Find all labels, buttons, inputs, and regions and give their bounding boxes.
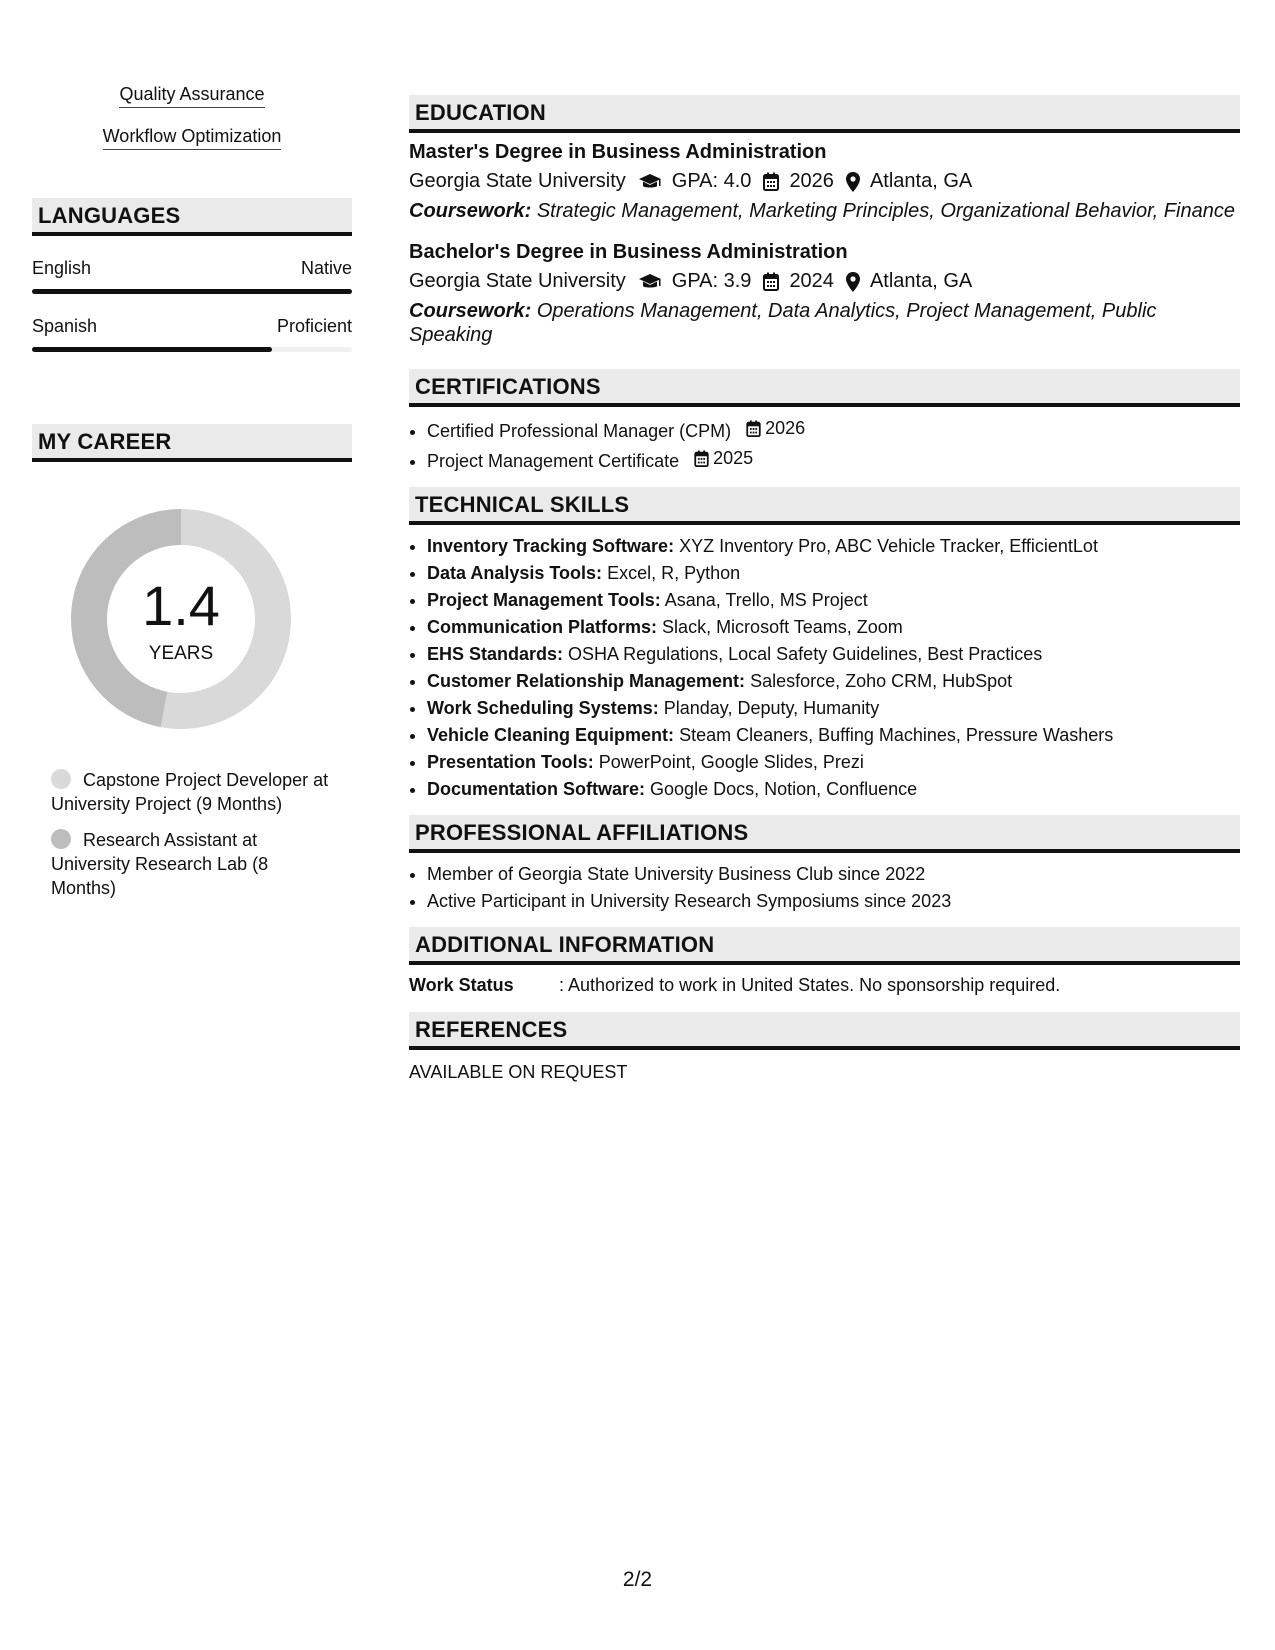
affiliations-heading: PROFESSIONAL AFFILIATIONS [409, 815, 1240, 853]
legend-dot [51, 769, 71, 789]
language-bar-fill [32, 289, 352, 294]
graduation-cap-icon [638, 173, 662, 191]
technical-skills-heading: TECHNICAL SKILLS [409, 487, 1240, 525]
calendar-icon [694, 450, 709, 467]
skill-label: EHS Standards: [427, 644, 564, 664]
legend-dot [51, 829, 71, 849]
degree-entry [409, 141, 1240, 223]
skill-label: Vehicle Cleaning Equipment: [427, 725, 675, 745]
affiliation-item: • Active Participant in University Research Symposiums since 2023 [427, 888, 1240, 915]
language-name: Spanish [32, 316, 98, 336]
language-name: English [32, 258, 92, 278]
career-list [32, 768, 352, 900]
language-level: Native [300, 258, 352, 278]
certification-year: 2026 [765, 418, 806, 438]
degree-location: Atlanta, GA [869, 270, 973, 292]
work-status-value: : Authorized to work in United States. No sponsorship required. [559, 975, 1061, 995]
degree-title: Master's Degree in Business Administration [409, 141, 827, 163]
degree-coursework [409, 199, 1240, 223]
skill-value: Excel, R, Python [607, 563, 741, 583]
school-name: Georgia State University [409, 170, 626, 192]
skill-value: OSHA Regulations, Local Safety Guidelines, Best Practices [568, 644, 1043, 664]
calendar-icon [763, 272, 779, 291]
skill-item [427, 533, 1240, 560]
career-unit: YEARS [148, 643, 214, 664]
affiliation-item: • Member of Georgia State University Business Club since 2022 [427, 861, 1240, 888]
skill-item [427, 560, 1240, 587]
skill-item [427, 722, 1240, 749]
skill-value: Slack, Microsoft Teams, Zoom [662, 617, 903, 637]
left-column [32, 84, 352, 912]
certification-item [427, 415, 1240, 445]
skill-item [427, 776, 1240, 803]
career-item [51, 768, 332, 816]
skill-label: Customer Relationship Management: [427, 671, 746, 691]
skill-item [427, 695, 1240, 722]
language-level: Proficient [276, 316, 352, 336]
skill-tag-label: Workflow Optimization [103, 126, 282, 150]
certification-name: Certified Professional Manager (CPM) [427, 421, 732, 441]
references-text: AVAILABLE ON REQUEST [409, 1062, 628, 1082]
skill-value: Google Docs, Notion, Confluence [650, 779, 918, 799]
skill-item [427, 749, 1240, 776]
degree-meta [409, 170, 1240, 193]
affiliations-list [409, 861, 1240, 915]
degree-meta [409, 270, 1240, 293]
career-heading: MY CAREER [32, 424, 352, 462]
skill-value: Asana, Trello, MS Project [664, 590, 868, 610]
language-bar [32, 347, 352, 352]
skill-label: Inventory Tracking Software: [427, 536, 675, 556]
skill-tag-label: Quality Assurance [119, 84, 264, 108]
coursework-label: Coursework: [409, 300, 532, 322]
coursework-value: Operations Management, Data Analytics, Project Management, Public Speaking [409, 300, 1157, 346]
skill-label: Project Management Tools: [427, 590, 661, 610]
skill-label: Documentation Software: [427, 779, 646, 799]
skill-value: Steam Cleaners, Buffing Machines, Pressure Washers [679, 725, 1114, 745]
technical-skills-list [409, 533, 1240, 803]
skill-tag [32, 126, 352, 150]
language-item [32, 316, 352, 352]
skill-label: Data Analysis Tools: [427, 563, 603, 583]
work-status-label: Work Status [409, 975, 514, 995]
school-name: Georgia State University [409, 270, 626, 292]
calendar-icon [746, 420, 761, 437]
skill-label: Presentation Tools: [427, 752, 594, 772]
skill-item [427, 668, 1240, 695]
language-item [32, 258, 352, 294]
skill-tag [32, 84, 352, 108]
language-bar [32, 289, 352, 294]
skill-value: PowerPoint, Google Slides, Prezi [598, 752, 864, 772]
degree-gpa: GPA: 3.9 [671, 270, 752, 292]
certifications-heading: CERTIFICATIONS [409, 369, 1240, 407]
coursework-label: Coursework: [409, 200, 532, 222]
coursework-value: Strategic Management, Marketing Principles, Organizational Behavior, Finance [536, 200, 1235, 222]
work-status-row [409, 975, 1240, 996]
references-heading: REFERENCES [409, 1012, 1240, 1050]
skill-value: Planday, Deputy, Humanity [663, 698, 880, 718]
skill-item [427, 641, 1240, 668]
skill-value: XYZ Inventory Pro, ABC Vehicle Tracker, EfficientLot [679, 536, 1098, 556]
skill-value: Salesforce, Zoho CRM, HubSpot [750, 671, 1013, 691]
right-column [409, 95, 1240, 1083]
career-total: 1.4 [142, 574, 220, 637]
degree-location: Atlanta, GA [869, 170, 973, 192]
certification-year: 2025 [713, 448, 754, 468]
degree-year: 2024 [789, 270, 834, 292]
language-bar-fill [32, 347, 272, 352]
skill-label: Communication Platforms: [427, 617, 658, 637]
degree-entry [409, 241, 1240, 347]
career-item-label: Capstone Project Developer at University Project (9 Months) [51, 770, 329, 814]
degree-coursework [409, 299, 1240, 347]
skill-item [427, 614, 1240, 641]
calendar-icon [763, 172, 779, 191]
map-pin-icon [846, 272, 860, 292]
degree-year: 2026 [789, 170, 834, 192]
certification-item [427, 445, 1240, 475]
certification-name: Project Management Certificate [427, 451, 680, 471]
skill-item [427, 587, 1240, 614]
additional-info-heading: ADDITIONAL INFORMATION [409, 927, 1240, 965]
education-heading: EDUCATION [409, 95, 1240, 133]
page-number: 2/2 [622, 1568, 653, 1591]
degree-title: Bachelor's Degree in Business Administration [409, 241, 848, 263]
skill-label: Work Scheduling Systems: [427, 698, 659, 718]
graduation-cap-icon [638, 273, 662, 291]
career-item [51, 828, 332, 900]
career-donut [66, 504, 296, 734]
languages-heading: LANGUAGES [32, 198, 352, 236]
map-pin-icon [846, 172, 860, 192]
career-item-label: Research Assistant at University Research Lab (8 Months) [51, 830, 269, 898]
degree-gpa: GPA: 4.0 [671, 170, 752, 192]
certifications-list [409, 415, 1240, 475]
